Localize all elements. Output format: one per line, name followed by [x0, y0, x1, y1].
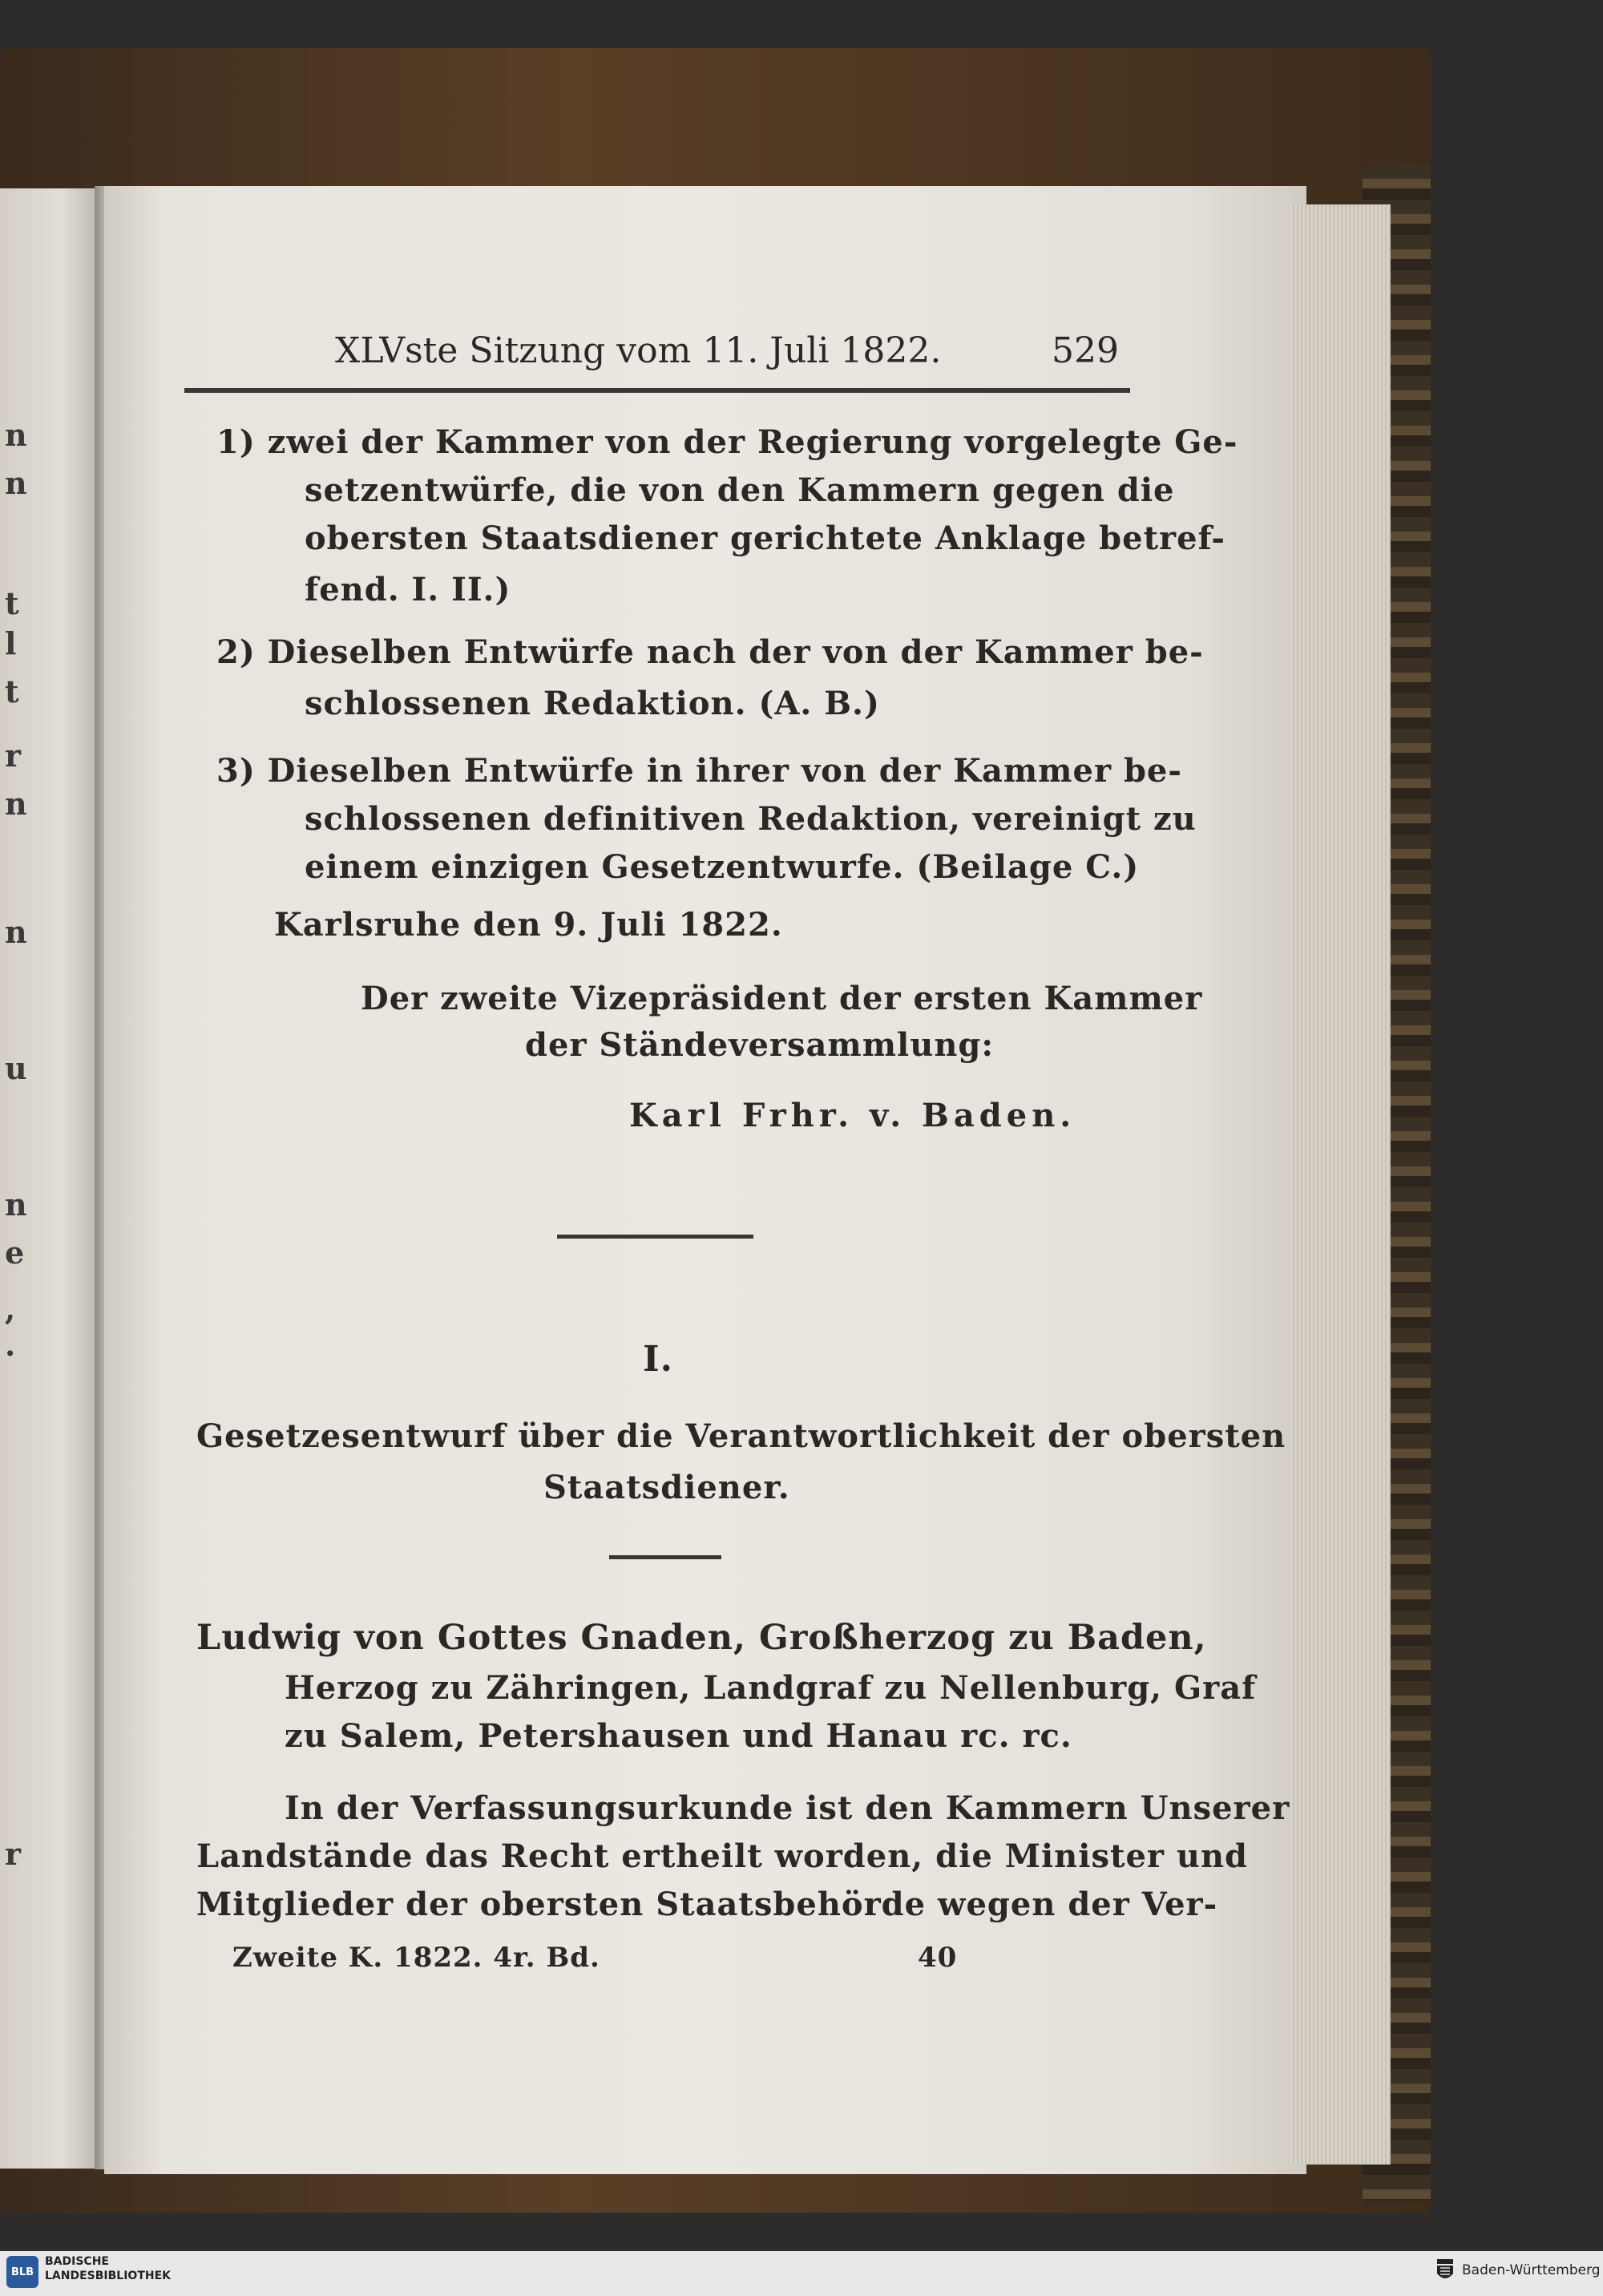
title-divider	[609, 1555, 721, 1559]
blb-label-line-2: LANDESBIBLIOTHEK	[45, 2270, 172, 2282]
item-3-line-1: 3) Dieselben Entwürfe in ihrer von der Kammer be-	[216, 752, 1182, 790]
sheet-signature: Zweite K. 1822. 4r. Bd.	[232, 1942, 600, 1974]
section-number: I.	[643, 1339, 673, 1380]
item-1-line-3: obersten Staatsdiener gerichtete Anklage betref-	[305, 519, 1225, 557]
item-3-line-3: einem einzigen Gesetzentwurfe. (Beilage C.)	[305, 848, 1140, 886]
page-number: 529	[1052, 330, 1119, 371]
baden-wuerttemberg-crest-icon[interactable]	[1435, 2258, 1456, 2283]
left-mark: r	[5, 738, 22, 774]
signature-line-2: der Ständeversammlung:	[525, 1026, 995, 1064]
header-rule	[184, 388, 1130, 393]
sheet-number: 40	[918, 1942, 958, 1974]
left-mark: n	[5, 1186, 27, 1223]
page-edges	[1290, 204, 1391, 2165]
blb-label-line-1: BADISCHE	[45, 2255, 109, 2268]
paragraph-line-3: Mitglieder der obersten Staatsbehörde wegen der Ver-	[196, 1886, 1218, 1923]
paragraph-line-1: In der Verfassungsurkunde ist den Kammern Unserer	[285, 1789, 1290, 1827]
signature-line-1: Der zweite Vizepräsident der ersten Kammer	[361, 980, 1203, 1017]
item-1-line-1: 1) zwei der Kammer von der Regierung vorgelegte Ge-	[216, 423, 1238, 461]
item-1-line-4: fend. I. II.)	[305, 571, 511, 608]
left-mark: e	[5, 1235, 25, 1271]
left-mark: n	[5, 417, 27, 453]
left-mark: n	[5, 786, 27, 822]
item-2-line-2: schlossenen Redaktion. (A. B.)	[305, 685, 880, 722]
preamble-line-1: Ludwig von Gottes Gnaden, Großherzog zu Baden,	[196, 1618, 1207, 1658]
place-date: Karlsruhe den 9. Juli 1822.	[274, 906, 783, 944]
section-title-line-2: Staatsdiener.	[543, 1469, 790, 1506]
preamble-line-3: zu Salem, Petershausen und Hanau rc. rc.	[285, 1717, 1072, 1755]
section-title-line-1: Gesetzesentwurf über die Verantwortlichkeit der obersten	[196, 1417, 1286, 1455]
item-3-line-2: schlossenen definitiven Redaktion, vereinigt zu	[305, 800, 1197, 838]
left-mark: t	[5, 585, 19, 621]
left-mark: l	[5, 625, 17, 661]
item-2-line-1: 2) Dieselben Entwürfe nach der von der Kammer be-	[216, 633, 1204, 671]
left-mark: ,	[5, 1291, 16, 1327]
left-mark: n	[5, 914, 27, 950]
left-mark: n	[5, 465, 27, 501]
baden-wuerttemberg-label[interactable]: Baden-Württemberg	[1462, 2262, 1601, 2278]
preamble-line-2: Herzog zu Zähringen, Landgraf zu Nellenburg, Graf	[285, 1669, 1257, 1707]
item-1-line-2: setzentwürfe, die von den Kammern gegen die	[305, 471, 1175, 509]
signature-name: Karl Frhr. v. Baden.	[629, 1097, 1076, 1134]
left-mark: r	[5, 1836, 22, 1872]
left-mark: .	[5, 1327, 16, 1363]
blb-logo-icon[interactable]: BLB	[6, 2256, 38, 2288]
blb-label[interactable]	[45, 2254, 171, 2283]
paragraph-line-2: Landstände das Recht ertheilt worden, die Minister und	[196, 1837, 1249, 1875]
running-header-title: XLVste Sitzung vom 11. Juli 1822.	[335, 330, 942, 371]
left-mark: u	[5, 1050, 27, 1086]
library-footer-bar	[0, 2251, 1603, 2296]
left-mark: t	[5, 673, 19, 709]
section-divider	[557, 1235, 753, 1239]
